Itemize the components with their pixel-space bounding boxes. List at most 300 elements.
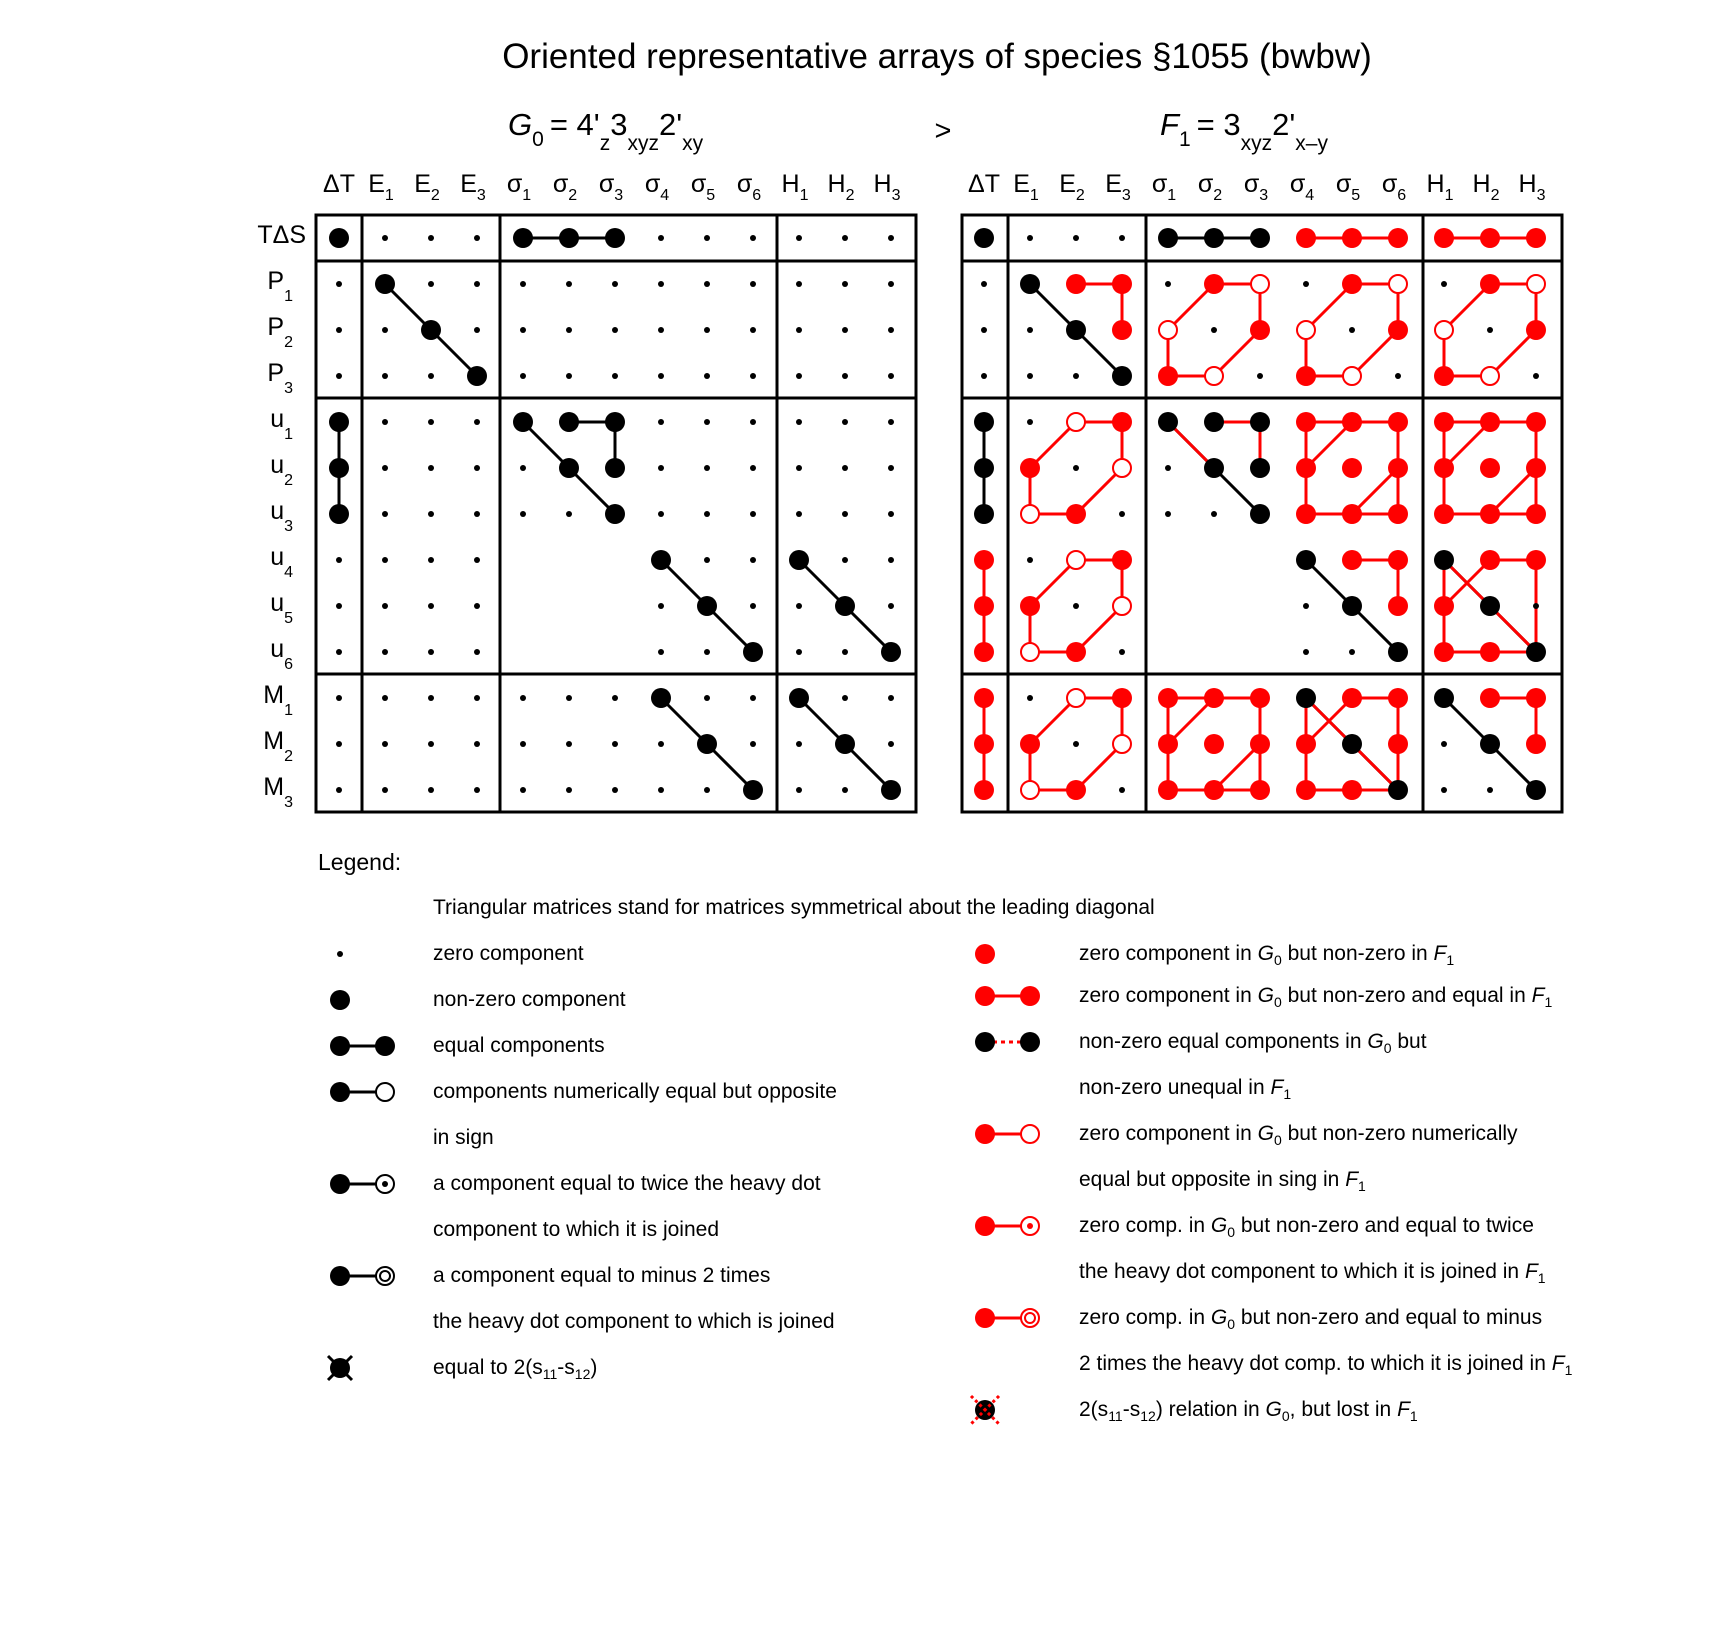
nonzero-node bbox=[789, 550, 809, 570]
zero-node bbox=[658, 281, 664, 287]
f1-rhs-3: 2' bbox=[1272, 107, 1296, 142]
nonzero-node bbox=[559, 458, 579, 478]
nonzero-node bbox=[974, 412, 994, 432]
row-label: $P_3$ bbox=[267, 359, 293, 397]
nonzero-node bbox=[329, 412, 349, 432]
nonzero-node bbox=[1526, 642, 1546, 662]
f1-column-label: $\sigma_1$ bbox=[1151, 170, 1177, 204]
zero-node bbox=[428, 465, 434, 471]
legend-opposite-text-2: in sign bbox=[433, 1126, 494, 1149]
legend-twice-text-1: a component equal to twice the heavy dot bbox=[433, 1172, 821, 1195]
row-label: $u_6$ bbox=[270, 635, 293, 673]
red-node bbox=[1112, 550, 1132, 570]
nonzero-node bbox=[697, 596, 717, 616]
zero-node bbox=[336, 787, 342, 793]
f1-column-label: $H_1$ bbox=[1426, 170, 1454, 204]
g0-column-label: ΔT bbox=[323, 170, 355, 198]
red-node bbox=[1388, 228, 1408, 248]
row-label: $u_3$ bbox=[270, 497, 293, 535]
zero-node bbox=[704, 511, 710, 517]
nonzero-node bbox=[1342, 596, 1362, 616]
red-node bbox=[1250, 780, 1270, 800]
red-node bbox=[1434, 504, 1454, 524]
zero-node bbox=[796, 787, 802, 793]
zero-node bbox=[842, 235, 848, 241]
nonzero-node bbox=[559, 228, 579, 248]
legend-lost-equal-text-1: non-zero equal components in $G_0$ but bbox=[1079, 1030, 1427, 1056]
nonzero-node bbox=[697, 734, 717, 754]
red-node bbox=[1480, 688, 1500, 708]
zero-node bbox=[750, 603, 756, 609]
zero-node bbox=[704, 327, 710, 333]
zero-node bbox=[1441, 281, 1447, 287]
zero-node bbox=[1027, 373, 1033, 379]
zero-node bbox=[1395, 373, 1401, 379]
open-node bbox=[1021, 643, 1039, 661]
red-node bbox=[1250, 688, 1270, 708]
zero-node bbox=[796, 281, 802, 287]
legend-lost-srel-text: $2(s_{11}-s_{12})$ relation in $G_0$, but lost in $F_1$ bbox=[1079, 1398, 1418, 1424]
zero-node bbox=[612, 281, 618, 287]
legend-lost-equal-symbol bbox=[975, 1032, 1040, 1052]
zero-node bbox=[750, 373, 756, 379]
nonzero-node bbox=[421, 320, 441, 340]
zero-node bbox=[750, 511, 756, 517]
zero-node bbox=[1303, 603, 1309, 609]
open-node bbox=[1389, 275, 1407, 293]
figure-title: Oriented representative arrays of species §1055 (bwbw) bbox=[502, 37, 1372, 76]
g0-rhs-6: xy bbox=[682, 132, 704, 155]
zero-node bbox=[336, 741, 342, 747]
zero-node bbox=[842, 649, 848, 655]
zero-node bbox=[428, 695, 434, 701]
zero-node bbox=[428, 281, 434, 287]
red-node bbox=[1296, 412, 1316, 432]
legend-zero-symbol bbox=[337, 951, 343, 957]
red-node bbox=[1112, 412, 1132, 432]
red-node bbox=[1020, 734, 1040, 754]
zero-node bbox=[704, 465, 710, 471]
zero-node bbox=[336, 281, 342, 287]
nonzero-node bbox=[1020, 274, 1040, 294]
nonzero-node bbox=[1250, 458, 1270, 478]
red-node bbox=[1112, 688, 1132, 708]
zero-node bbox=[382, 695, 388, 701]
zero-node bbox=[520, 281, 526, 287]
red-node bbox=[1434, 412, 1454, 432]
zero-node bbox=[1073, 741, 1079, 747]
legend-nonzero-symbol bbox=[330, 990, 350, 1010]
open-node bbox=[1113, 597, 1131, 615]
red-node bbox=[1158, 734, 1178, 754]
g0-column-label: $H_1$ bbox=[781, 170, 809, 204]
zero-node bbox=[382, 603, 388, 609]
zero-node bbox=[658, 465, 664, 471]
g0-column-label: $H_2$ bbox=[827, 170, 855, 204]
zero-node bbox=[888, 695, 894, 701]
red-node bbox=[1158, 366, 1178, 386]
g0-column-label: $H_3$ bbox=[873, 170, 901, 204]
zero-node bbox=[336, 695, 342, 701]
zero-node bbox=[888, 511, 894, 517]
zero-node bbox=[888, 327, 894, 333]
zero-node bbox=[1027, 235, 1033, 241]
zero-node bbox=[1257, 373, 1263, 379]
f1-column-label: $E_1$ bbox=[1013, 170, 1039, 204]
red-node bbox=[1204, 780, 1224, 800]
open-node bbox=[1159, 321, 1177, 339]
legend-zero-text: zero component bbox=[433, 942, 584, 965]
f1-column-label: $H_3$ bbox=[1518, 170, 1546, 204]
legend-lost-equal-text-2: non-zero unequal in $F_1$ bbox=[1079, 1076, 1292, 1102]
nonzero-node bbox=[1066, 320, 1086, 340]
zero-node bbox=[474, 741, 480, 747]
nonzero-node bbox=[375, 274, 395, 294]
nonzero-node bbox=[835, 596, 855, 616]
zero-node bbox=[566, 373, 572, 379]
zero-node bbox=[796, 327, 802, 333]
zero-node bbox=[1073, 603, 1079, 609]
legend-minus2-text-1: a component equal to minus 2 times bbox=[433, 1264, 771, 1287]
zero-node bbox=[336, 557, 342, 563]
red-node bbox=[1342, 458, 1362, 478]
zero-node bbox=[382, 649, 388, 655]
row-label: $u_5$ bbox=[270, 589, 293, 627]
zero-node bbox=[336, 603, 342, 609]
nonzero-node bbox=[329, 504, 349, 524]
zero-node bbox=[750, 741, 756, 747]
g0-column-label: $\sigma_6$ bbox=[736, 170, 762, 204]
zero-node bbox=[1487, 787, 1493, 793]
zero-node bbox=[704, 649, 710, 655]
matrix-labels bbox=[257, 170, 1545, 811]
red-node bbox=[1066, 504, 1086, 524]
zero-node bbox=[1487, 327, 1493, 333]
legend-red-opposite-text-1: zero component in $G_0$ but non-zero numerically bbox=[1079, 1122, 1518, 1148]
zero-node bbox=[842, 787, 848, 793]
g0-column-label: $E_3$ bbox=[460, 170, 486, 204]
nonzero-node bbox=[974, 458, 994, 478]
nonzero-node bbox=[1296, 688, 1316, 708]
g0-column-label: $\sigma_5$ bbox=[690, 170, 716, 204]
zero-node bbox=[474, 235, 480, 241]
zero-node bbox=[888, 557, 894, 563]
f1-column-label: $\sigma_3$ bbox=[1243, 170, 1269, 204]
nonzero-node bbox=[605, 504, 625, 524]
zero-node bbox=[428, 603, 434, 609]
red-node bbox=[1250, 734, 1270, 754]
zero-node bbox=[474, 511, 480, 517]
legend-red-opposite-symbol bbox=[975, 1124, 1039, 1144]
zero-node bbox=[1073, 235, 1079, 241]
nonzero-node bbox=[1204, 412, 1224, 432]
legend-red-zero-text: zero component in $G_0$ but non-zero in $F_1$ bbox=[1079, 942, 1455, 968]
zero-node bbox=[1073, 465, 1079, 471]
zero-node bbox=[382, 373, 388, 379]
legend-red-twice-text-2: the heavy dot component to which it is joined in $F_1$ bbox=[1079, 1260, 1546, 1286]
red-node bbox=[1480, 412, 1500, 432]
zero-node bbox=[520, 787, 526, 793]
zero-node bbox=[750, 327, 756, 333]
legend-minus2-symbol bbox=[330, 1266, 394, 1286]
zero-node bbox=[796, 235, 802, 241]
zero-node bbox=[842, 281, 848, 287]
zero-node bbox=[520, 373, 526, 379]
zero-node bbox=[1027, 419, 1033, 425]
nonzero-node bbox=[1112, 366, 1132, 386]
zero-node bbox=[566, 695, 572, 701]
nonzero-node bbox=[1250, 412, 1270, 432]
zero-node bbox=[428, 511, 434, 517]
g0-rhs-3: 3 bbox=[610, 107, 628, 142]
zero-node bbox=[1533, 373, 1539, 379]
row-label: $P_1$ bbox=[267, 267, 293, 305]
row-label: $u_4$ bbox=[270, 543, 293, 581]
zero-node bbox=[1119, 787, 1125, 793]
g0-column-label: $\sigma_3$ bbox=[598, 170, 624, 204]
red-node bbox=[1526, 228, 1546, 248]
zero-node bbox=[382, 787, 388, 793]
zero-node bbox=[750, 419, 756, 425]
zero-node bbox=[842, 511, 848, 517]
zero-node bbox=[888, 741, 894, 747]
zero-node bbox=[1165, 465, 1171, 471]
red-node bbox=[1342, 550, 1362, 570]
zero-node bbox=[1119, 511, 1125, 517]
legend-red-minus2-text-2: 2 times the heavy dot comp. to which it is joined in $F_1$ bbox=[1079, 1352, 1573, 1378]
g0-heading bbox=[508, 107, 704, 155]
zero-node bbox=[796, 603, 802, 609]
zero-node bbox=[888, 465, 894, 471]
zero-node bbox=[612, 787, 618, 793]
zero-node bbox=[1027, 557, 1033, 563]
zero-node bbox=[888, 235, 894, 241]
red-node bbox=[1480, 504, 1500, 524]
red-node bbox=[974, 780, 994, 800]
zero-node bbox=[1303, 281, 1309, 287]
red-node bbox=[1526, 320, 1546, 340]
red-node bbox=[1204, 274, 1224, 294]
f1-rhs-4: x–y bbox=[1295, 132, 1328, 155]
f1-symbol-sub: 1 bbox=[1178, 128, 1191, 151]
g0-column-label: $E_1$ bbox=[368, 170, 394, 204]
f1-heading bbox=[1160, 107, 1328, 155]
zero-node bbox=[336, 327, 342, 333]
legend-srel-symbol bbox=[328, 1356, 352, 1380]
legend-red-equal-symbol bbox=[975, 986, 1040, 1006]
f1-rhs-1: = 3 bbox=[1196, 107, 1241, 142]
zero-node bbox=[658, 373, 664, 379]
open-node bbox=[1021, 505, 1039, 523]
nonzero-node bbox=[329, 228, 349, 248]
zero-node bbox=[842, 327, 848, 333]
zero-node bbox=[474, 419, 480, 425]
relation-symbol: > bbox=[934, 115, 952, 147]
open-node bbox=[1527, 275, 1545, 293]
red-node bbox=[1158, 780, 1178, 800]
red-node bbox=[1296, 504, 1316, 524]
red-node bbox=[1526, 458, 1546, 478]
zero-node bbox=[842, 695, 848, 701]
g0-rhs-2: z bbox=[599, 132, 611, 155]
zero-node bbox=[888, 419, 894, 425]
zero-node bbox=[382, 465, 388, 471]
red-node bbox=[1526, 550, 1546, 570]
zero-node bbox=[704, 235, 710, 241]
nonzero-node bbox=[1388, 642, 1408, 662]
nonzero-node bbox=[743, 780, 763, 800]
nonzero-node bbox=[651, 550, 671, 570]
zero-node bbox=[474, 695, 480, 701]
nonzero-node bbox=[974, 504, 994, 524]
red-node bbox=[1526, 504, 1546, 524]
zero-node bbox=[474, 465, 480, 471]
red-node bbox=[1204, 688, 1224, 708]
zero-node bbox=[336, 373, 342, 379]
zero-node bbox=[704, 557, 710, 563]
zero-node bbox=[842, 465, 848, 471]
f1-column-label: $\sigma_4$ bbox=[1289, 170, 1315, 204]
zero-node bbox=[566, 787, 572, 793]
g0-column-label: $\sigma_1$ bbox=[506, 170, 532, 204]
zero-node bbox=[704, 787, 710, 793]
zero-node bbox=[612, 695, 618, 701]
zero-node bbox=[704, 373, 710, 379]
g0-symbol: G bbox=[508, 107, 533, 142]
zero-node bbox=[658, 419, 664, 425]
zero-node bbox=[1165, 281, 1171, 287]
red-node bbox=[1342, 274, 1362, 294]
g0-rhs-1: = 4' bbox=[549, 107, 600, 142]
zero-node bbox=[612, 373, 618, 379]
legend-srel-text: equal to $2(s_{11}-s_{12})$ bbox=[433, 1356, 598, 1382]
zero-node bbox=[1349, 649, 1355, 655]
zero-node bbox=[842, 373, 848, 379]
zero-node bbox=[428, 787, 434, 793]
red-node bbox=[1342, 228, 1362, 248]
red-node bbox=[1296, 780, 1316, 800]
zero-node bbox=[1165, 511, 1171, 517]
zero-node bbox=[842, 419, 848, 425]
red-node bbox=[1342, 780, 1362, 800]
red-node bbox=[974, 642, 994, 662]
zero-node bbox=[796, 649, 802, 655]
f1-column-label: $\sigma_5$ bbox=[1335, 170, 1361, 204]
open-node bbox=[1297, 321, 1315, 339]
g0-rhs-5: 2' bbox=[658, 107, 683, 142]
zero-node bbox=[658, 235, 664, 241]
red-node bbox=[1020, 458, 1040, 478]
zero-node bbox=[1119, 649, 1125, 655]
nonzero-node bbox=[1526, 780, 1546, 800]
red-node bbox=[1526, 412, 1546, 432]
red-node bbox=[1204, 734, 1224, 754]
nonzero-node bbox=[789, 688, 809, 708]
zero-node bbox=[566, 741, 572, 747]
f1-column-label: ΔT bbox=[968, 170, 1000, 198]
legend-opposite-symbol bbox=[330, 1082, 394, 1102]
nonzero-node bbox=[605, 228, 625, 248]
red-node bbox=[1342, 504, 1362, 524]
zero-node bbox=[750, 557, 756, 563]
zero-node bbox=[658, 327, 664, 333]
g0-symbol-sub: 0 bbox=[532, 128, 544, 151]
f1-column-label: $E_3$ bbox=[1105, 170, 1131, 204]
legend-equal-symbol bbox=[330, 1036, 395, 1056]
zero-node bbox=[981, 373, 987, 379]
g0-rhs-4: xyz bbox=[627, 132, 659, 155]
zero-node bbox=[1211, 327, 1217, 333]
zero-node bbox=[704, 281, 710, 287]
zero-node bbox=[474, 557, 480, 563]
red-node bbox=[1388, 504, 1408, 524]
open-node bbox=[1205, 367, 1223, 385]
zero-node bbox=[520, 465, 526, 471]
nonzero-node bbox=[467, 366, 487, 386]
red-node bbox=[1066, 274, 1086, 294]
open-node bbox=[1113, 735, 1131, 753]
red-node bbox=[1434, 228, 1454, 248]
zero-node bbox=[474, 649, 480, 655]
red-node bbox=[1296, 458, 1316, 478]
row-label: $u_1$ bbox=[270, 405, 293, 443]
zero-node bbox=[612, 741, 618, 747]
nonzero-node bbox=[881, 642, 901, 662]
red-node bbox=[1480, 550, 1500, 570]
f1-column-label: $\sigma_6$ bbox=[1381, 170, 1407, 204]
open-node bbox=[1251, 275, 1269, 293]
row-label: $M_3$ bbox=[263, 773, 293, 811]
nonzero-node bbox=[1296, 550, 1316, 570]
zero-node bbox=[750, 281, 756, 287]
zero-node bbox=[1027, 695, 1033, 701]
zero-node bbox=[1533, 603, 1539, 609]
nonzero-node bbox=[329, 458, 349, 478]
nonzero-node bbox=[651, 688, 671, 708]
red-node bbox=[1434, 366, 1454, 386]
g0-column-label: $\sigma_2$ bbox=[552, 170, 578, 204]
zero-node bbox=[658, 741, 664, 747]
red-node bbox=[974, 734, 994, 754]
nonzero-node bbox=[1480, 596, 1500, 616]
zero-node bbox=[382, 741, 388, 747]
open-node bbox=[1481, 367, 1499, 385]
row-label: TΔS bbox=[257, 221, 306, 249]
zero-node bbox=[382, 419, 388, 425]
red-node bbox=[1388, 458, 1408, 478]
zero-node bbox=[1441, 741, 1447, 747]
zero-node bbox=[520, 741, 526, 747]
zero-node bbox=[888, 281, 894, 287]
row-label: $M_2$ bbox=[263, 727, 293, 765]
nonzero-node bbox=[1480, 734, 1500, 754]
legend-symbols bbox=[328, 944, 1040, 1424]
g0-column-label: $\sigma_4$ bbox=[644, 170, 670, 204]
zero-node bbox=[612, 327, 618, 333]
legend-red-twice-text-1: zero comp. in $G_0$ but non-zero and equal to twice bbox=[1079, 1214, 1534, 1240]
zero-node bbox=[474, 281, 480, 287]
zero-node bbox=[888, 373, 894, 379]
open-node bbox=[1435, 321, 1453, 339]
legend-lost-srel-symbol bbox=[971, 1396, 999, 1424]
red-node bbox=[1158, 688, 1178, 708]
zero-node bbox=[428, 557, 434, 563]
nonzero-node bbox=[1158, 412, 1178, 432]
red-node bbox=[1112, 320, 1132, 340]
zero-node bbox=[796, 465, 802, 471]
zero-node bbox=[658, 511, 664, 517]
legend-minus2-text-2: the heavy dot component to which is joined bbox=[433, 1310, 835, 1333]
